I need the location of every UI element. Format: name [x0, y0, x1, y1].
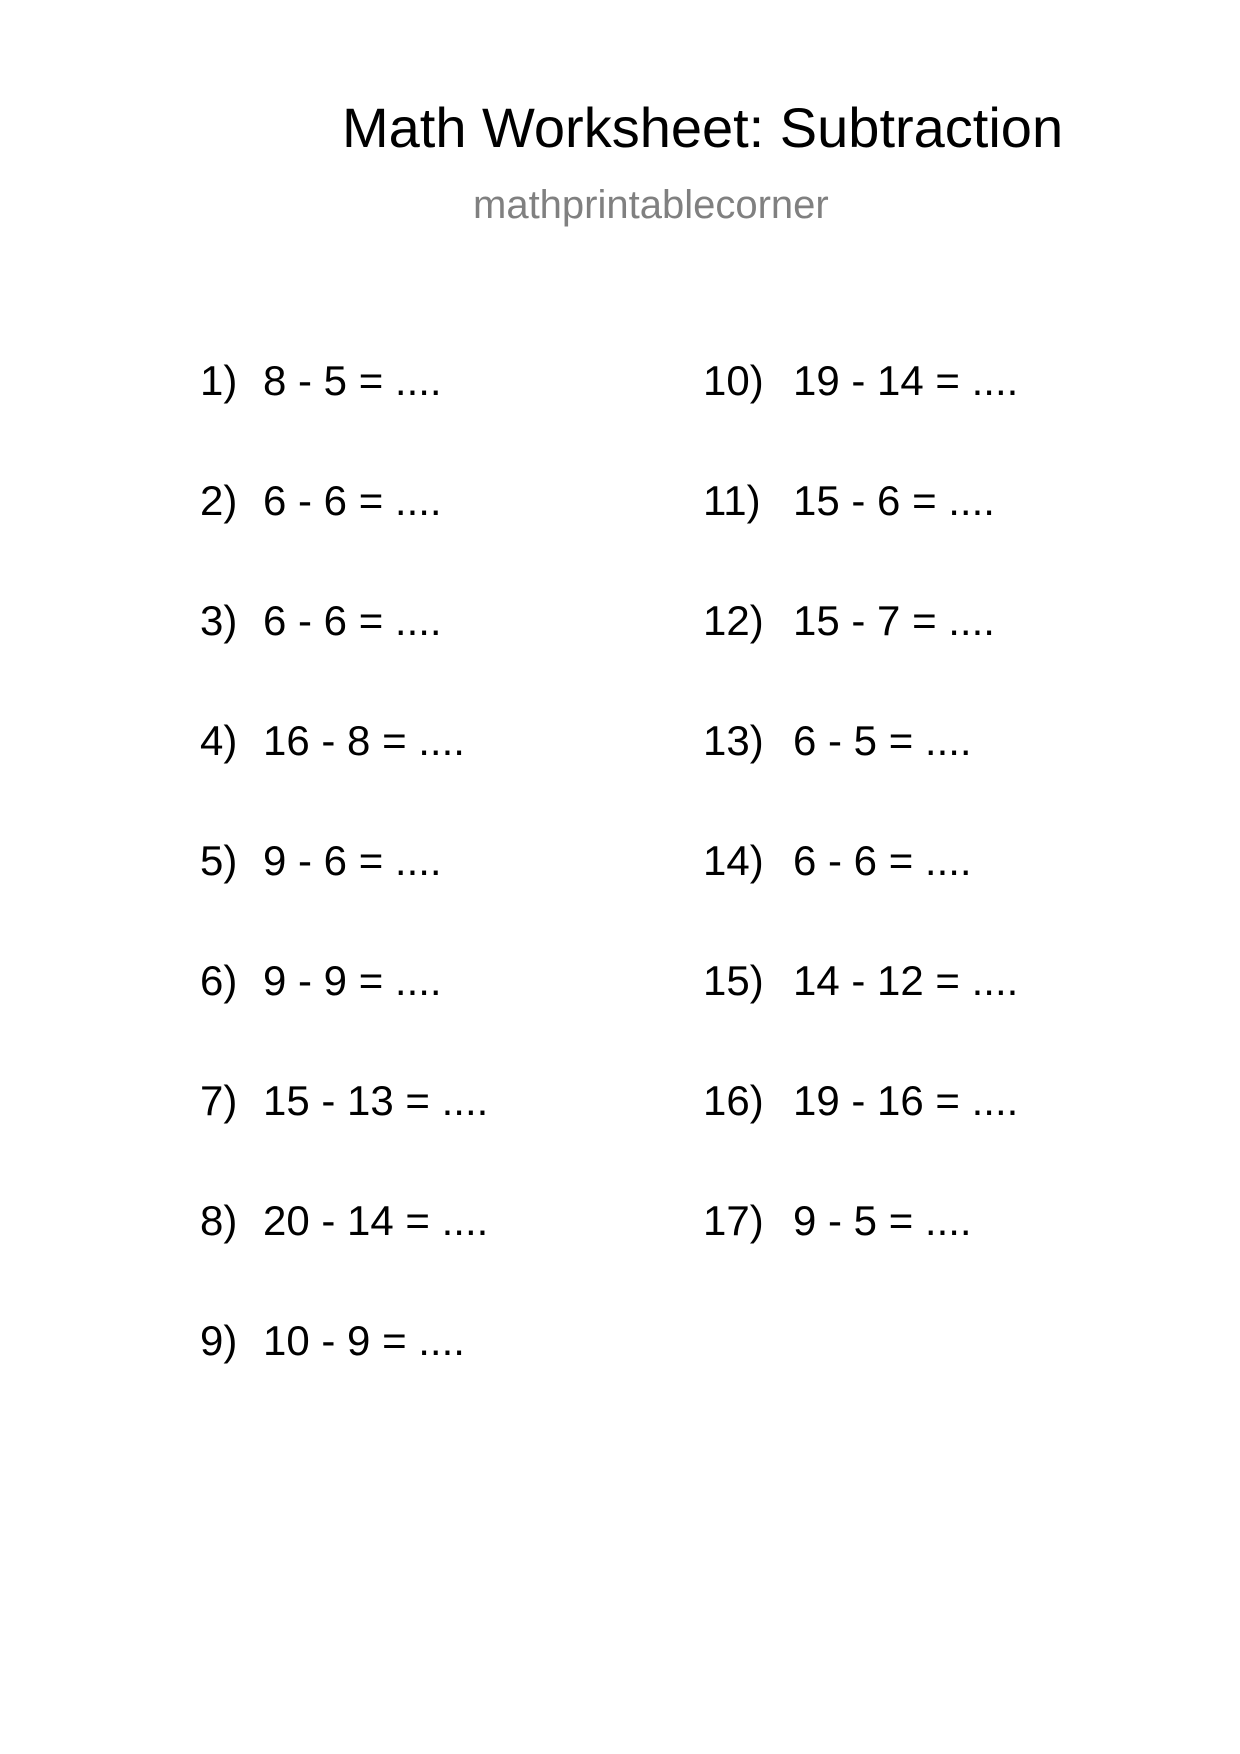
- problem-expression: 10 - 9 = ....: [263, 1317, 465, 1364]
- problem-number: 13): [703, 717, 764, 764]
- problem-9: [200, 1317, 465, 1364]
- problem-expression: 15 - 13 = ....: [263, 1077, 489, 1124]
- problem-expression: 8 - 5 = ....: [263, 357, 442, 404]
- problem-number: 6): [200, 957, 238, 1004]
- problem-number: 2): [200, 477, 238, 524]
- problem-number: 4): [200, 717, 238, 764]
- problem-15: [703, 957, 1019, 1004]
- problem-17: [703, 1197, 972, 1244]
- problem-14: [703, 837, 972, 884]
- problem-number: 10): [703, 357, 764, 404]
- problem-expression: 16 - 8 = ....: [263, 717, 465, 764]
- problem-3: [200, 597, 442, 644]
- problem-number: 9): [200, 1317, 238, 1364]
- problem-11: [703, 477, 995, 524]
- problem-12: [703, 597, 995, 644]
- problem-expression: 6 - 6 = ....: [263, 597, 442, 644]
- problem-expression: 15 - 7 = ....: [793, 597, 995, 644]
- problem-expression: 6 - 6 = ....: [263, 477, 442, 524]
- problem-number: 17): [703, 1197, 764, 1244]
- problem-expression: 15 - 6 = ....: [793, 477, 995, 524]
- problem-1: [200, 357, 442, 404]
- problem-6: [200, 957, 442, 1004]
- problem-number: 5): [200, 837, 238, 884]
- problem-number: 12): [703, 597, 764, 644]
- problem-16: [703, 1077, 1019, 1124]
- problem-number: 14): [703, 837, 764, 884]
- worksheet-title: Math Worksheet: Subtraction: [342, 96, 1064, 159]
- problem-expression: 14 - 12 = ....: [793, 957, 1019, 1004]
- problem-7: [200, 1077, 489, 1124]
- problem-expression: 19 - 14 = ....: [793, 357, 1019, 404]
- problem-expression: 6 - 6 = ....: [793, 837, 972, 884]
- problem-number: 15): [703, 957, 764, 1004]
- problem-number: 8): [200, 1197, 238, 1244]
- problem-5: [200, 837, 442, 884]
- worksheet-subtitle: mathprintablecorner: [473, 183, 829, 227]
- problem-10: [703, 357, 1019, 404]
- problem-expression: 6 - 5 = ....: [793, 717, 972, 764]
- problem-number: 7): [200, 1077, 238, 1124]
- problem-13: [703, 717, 972, 764]
- problem-number: 11): [703, 477, 761, 524]
- problem-4: [200, 717, 465, 764]
- problem-8: [200, 1197, 489, 1244]
- problem-number: 3): [200, 597, 238, 644]
- problem-number: 1): [200, 357, 238, 404]
- problem-expression: 19 - 16 = ....: [793, 1077, 1019, 1124]
- problem-expression: 9 - 9 = ....: [263, 957, 442, 1004]
- problem-expression: 9 - 5 = ....: [793, 1197, 972, 1244]
- problem-expression: 9 - 6 = ....: [263, 837, 442, 884]
- problem-expression: 20 - 14 = ....: [263, 1197, 489, 1244]
- problem-number: 16): [703, 1077, 764, 1124]
- problem-2: [200, 477, 442, 524]
